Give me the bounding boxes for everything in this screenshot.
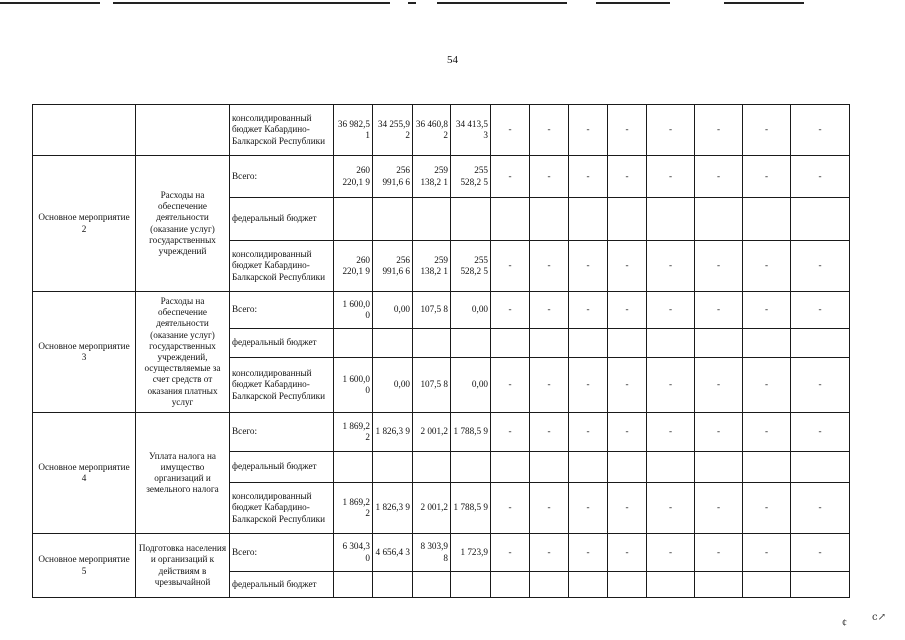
dash-cell bbox=[647, 452, 695, 483]
value-cell: 2 001,2 bbox=[413, 413, 451, 452]
dash-cell: - bbox=[491, 241, 530, 292]
value-cell: 36 460,8 2 bbox=[413, 105, 451, 156]
value-cell: 6 304,3 0 bbox=[334, 534, 373, 572]
dash-cell: - bbox=[743, 358, 791, 413]
value-cell: 34 255,9 2 bbox=[373, 105, 413, 156]
table-row bbox=[33, 292, 850, 329]
value-cell: 4 656,4 3 bbox=[373, 534, 413, 572]
value-cell: 1 600,0 0 bbox=[334, 292, 373, 329]
dash-cell: - bbox=[530, 241, 569, 292]
dash-cell: - bbox=[608, 483, 647, 534]
dash-cell bbox=[647, 198, 695, 241]
dash-cell bbox=[569, 329, 608, 358]
dash-cell: - bbox=[647, 156, 695, 198]
dash-cell bbox=[608, 198, 647, 241]
event-name-cell bbox=[136, 105, 230, 156]
top-rule-6 bbox=[724, 2, 804, 4]
dash-cell: - bbox=[743, 156, 791, 198]
dash-cell bbox=[608, 329, 647, 358]
dash-cell: - bbox=[743, 292, 791, 329]
dash-cell bbox=[530, 198, 569, 241]
dash-cell bbox=[491, 329, 530, 358]
value-cell bbox=[413, 329, 451, 358]
value-cell: 1 826,3 9 bbox=[373, 413, 413, 452]
dash-cell bbox=[743, 329, 791, 358]
dash-cell bbox=[530, 452, 569, 483]
top-rule-3 bbox=[408, 2, 416, 4]
page-number: 54 bbox=[447, 54, 458, 66]
table-row bbox=[33, 105, 850, 156]
value-cell: 0,00 bbox=[373, 358, 413, 413]
value-cell bbox=[373, 452, 413, 483]
value-cell: 260 220,1 9 bbox=[334, 156, 373, 198]
dash-cell bbox=[743, 452, 791, 483]
event-cell: Основное мероприятие 2 bbox=[33, 156, 136, 292]
dash-cell: - bbox=[695, 483, 743, 534]
dash-cell: - bbox=[695, 358, 743, 413]
dash-cell: - bbox=[791, 358, 850, 413]
value-cell bbox=[373, 329, 413, 358]
value-cell: 0,00 bbox=[451, 358, 491, 413]
dash-cell bbox=[791, 572, 850, 598]
dash-cell bbox=[791, 452, 850, 483]
event-cell: Основное мероприятие 5 bbox=[33, 534, 136, 598]
table-row bbox=[33, 156, 850, 198]
value-cell: 259 138,2 1 bbox=[413, 241, 451, 292]
dash-cell: - bbox=[569, 241, 608, 292]
dash-cell: - bbox=[791, 483, 850, 534]
value-cell bbox=[413, 198, 451, 241]
dash-cell: - bbox=[647, 292, 695, 329]
value-cell bbox=[451, 452, 491, 483]
value-cell bbox=[334, 198, 373, 241]
dash-cell: - bbox=[530, 534, 569, 572]
source-cell: Всего: bbox=[230, 292, 334, 329]
dash-cell bbox=[569, 572, 608, 598]
value-cell: 1 788,5 9 bbox=[451, 413, 491, 452]
event-name-cell: Расходы на обеспечение деятельности (оказание услуг) государственных учреждений bbox=[136, 156, 230, 292]
dash-cell: - bbox=[491, 292, 530, 329]
value-cell: 0,00 bbox=[451, 292, 491, 329]
dash-cell: - bbox=[530, 358, 569, 413]
source-cell: консолидированный бюджет Кабардино-Балкарской Республики bbox=[230, 358, 334, 413]
top-rule-2 bbox=[113, 2, 390, 4]
dash-cell bbox=[530, 329, 569, 358]
value-cell: 260 220,1 9 bbox=[334, 241, 373, 292]
event-cell: Основное мероприятие 4 bbox=[33, 413, 136, 534]
source-cell: Всего: bbox=[230, 413, 334, 452]
value-cell: 1 600,0 0 bbox=[334, 358, 373, 413]
dash-cell: - bbox=[791, 534, 850, 572]
dash-cell: - bbox=[491, 483, 530, 534]
source-cell: федеральный бюджет bbox=[230, 572, 334, 598]
dash-cell: - bbox=[608, 358, 647, 413]
value-cell: 0,00 bbox=[373, 292, 413, 329]
dash-cell: - bbox=[608, 105, 647, 156]
value-cell bbox=[451, 572, 491, 598]
scan-mark-left: ¢ bbox=[842, 618, 847, 629]
dash-cell: - bbox=[530, 413, 569, 452]
value-cell bbox=[451, 198, 491, 241]
source-cell: Всего: bbox=[230, 534, 334, 572]
source-cell: консолидированный бюджет Кабардино-Балкарской Республики bbox=[230, 241, 334, 292]
dash-cell: - bbox=[491, 156, 530, 198]
source-cell: федеральный бюджет bbox=[230, 329, 334, 358]
dash-cell: - bbox=[647, 358, 695, 413]
event-cell bbox=[33, 105, 136, 156]
dash-cell: - bbox=[608, 156, 647, 198]
dash-cell bbox=[791, 198, 850, 241]
dash-cell bbox=[743, 572, 791, 598]
dash-cell: - bbox=[491, 413, 530, 452]
value-cell bbox=[451, 329, 491, 358]
dash-cell: - bbox=[530, 105, 569, 156]
dash-cell: - bbox=[491, 358, 530, 413]
dash-cell: - bbox=[743, 105, 791, 156]
dash-cell bbox=[695, 329, 743, 358]
dash-cell: - bbox=[608, 241, 647, 292]
dash-cell: - bbox=[569, 413, 608, 452]
dash-cell: - bbox=[791, 156, 850, 198]
scan-mark-right: ⅽ↗ bbox=[872, 612, 886, 623]
value-cell: 1 869,2 2 bbox=[334, 413, 373, 452]
dash-cell: - bbox=[791, 292, 850, 329]
dash-cell: - bbox=[695, 105, 743, 156]
dash-cell bbox=[608, 572, 647, 598]
dash-cell: - bbox=[608, 413, 647, 452]
dash-cell: - bbox=[695, 241, 743, 292]
source-cell: федеральный бюджет bbox=[230, 452, 334, 483]
dash-cell bbox=[695, 198, 743, 241]
value-cell: 8 303,9 8 bbox=[413, 534, 451, 572]
dash-cell: - bbox=[743, 483, 791, 534]
dash-cell bbox=[530, 572, 569, 598]
dash-cell bbox=[695, 572, 743, 598]
dash-cell bbox=[491, 572, 530, 598]
dash-cell: - bbox=[569, 534, 608, 572]
dash-cell: - bbox=[647, 105, 695, 156]
value-cell: 36 982,5 1 bbox=[334, 105, 373, 156]
source-cell: Всего: bbox=[230, 156, 334, 198]
event-name-cell: Уплата налога на имущество организаций и земельного налога bbox=[136, 413, 230, 534]
value-cell: 255 528,2 5 bbox=[451, 156, 491, 198]
dash-cell bbox=[647, 329, 695, 358]
value-cell bbox=[334, 452, 373, 483]
value-cell bbox=[373, 572, 413, 598]
dash-cell: - bbox=[569, 483, 608, 534]
dash-cell: - bbox=[608, 534, 647, 572]
value-cell bbox=[413, 452, 451, 483]
value-cell: 256 991,6 6 bbox=[373, 156, 413, 198]
dash-cell bbox=[791, 329, 850, 358]
dash-cell: - bbox=[695, 292, 743, 329]
dash-cell: - bbox=[791, 105, 850, 156]
dash-cell bbox=[569, 452, 608, 483]
source-cell: федеральный бюджет bbox=[230, 198, 334, 241]
dash-cell: - bbox=[491, 534, 530, 572]
dash-cell: - bbox=[569, 358, 608, 413]
value-cell bbox=[334, 329, 373, 358]
dash-cell bbox=[695, 452, 743, 483]
dash-cell: - bbox=[530, 156, 569, 198]
dash-cell: - bbox=[569, 156, 608, 198]
table-row bbox=[33, 534, 850, 572]
dash-cell bbox=[491, 452, 530, 483]
value-cell: 2 001,2 bbox=[413, 483, 451, 534]
value-cell bbox=[334, 572, 373, 598]
dash-cell: - bbox=[647, 534, 695, 572]
dash-cell: - bbox=[791, 413, 850, 452]
dash-cell: - bbox=[695, 534, 743, 572]
value-cell bbox=[413, 572, 451, 598]
dash-cell: - bbox=[530, 292, 569, 329]
dash-cell: - bbox=[743, 534, 791, 572]
value-cell: 1 723,9 bbox=[451, 534, 491, 572]
table-row bbox=[33, 413, 850, 452]
value-cell: 34 413,5 3 bbox=[451, 105, 491, 156]
source-cell: консолидированный бюджет Кабардино-Балкарской Республики bbox=[230, 483, 334, 534]
dash-cell: - bbox=[743, 413, 791, 452]
value-cell: 256 991,6 6 bbox=[373, 241, 413, 292]
dash-cell: - bbox=[569, 105, 608, 156]
dash-cell: - bbox=[569, 292, 608, 329]
dash-cell: - bbox=[791, 241, 850, 292]
dash-cell: - bbox=[647, 241, 695, 292]
event-name-cell: Расходы на обеспечение деятельности (оказание услуг) государственных учреждений, осуществляемые за счет средств от оказания платных услуг bbox=[136, 292, 230, 413]
value-cell: 1 788,5 9 bbox=[451, 483, 491, 534]
source-cell: консолидированный бюджет Кабардино-Балкарской Республики bbox=[230, 105, 334, 156]
dash-cell: - bbox=[491, 105, 530, 156]
dash-cell: - bbox=[530, 483, 569, 534]
event-cell: Основное мероприятие 3 bbox=[33, 292, 136, 413]
dash-cell: - bbox=[608, 292, 647, 329]
top-rule-5 bbox=[596, 2, 670, 4]
value-cell: 1 869,2 2 bbox=[334, 483, 373, 534]
dash-cell: - bbox=[647, 483, 695, 534]
value-cell: 1 826,3 9 bbox=[373, 483, 413, 534]
event-name-cell: Подготовка населения и организаций к действиям в чрезвычайной bbox=[136, 534, 230, 598]
value-cell: 255 528,2 5 bbox=[451, 241, 491, 292]
value-cell: 107,5 8 bbox=[413, 292, 451, 329]
dash-cell: - bbox=[647, 413, 695, 452]
dash-cell bbox=[491, 198, 530, 241]
dash-cell bbox=[608, 452, 647, 483]
top-rule-4 bbox=[437, 2, 567, 4]
value-cell bbox=[373, 198, 413, 241]
dash-cell: - bbox=[743, 241, 791, 292]
dash-cell: - bbox=[695, 156, 743, 198]
dash-cell bbox=[647, 572, 695, 598]
top-rule-1 bbox=[0, 2, 100, 4]
dash-cell bbox=[569, 198, 608, 241]
value-cell: 259 138,2 1 bbox=[413, 156, 451, 198]
budget-table bbox=[32, 104, 850, 598]
dash-cell: - bbox=[695, 413, 743, 452]
dash-cell bbox=[743, 198, 791, 241]
value-cell: 107,5 8 bbox=[413, 358, 451, 413]
